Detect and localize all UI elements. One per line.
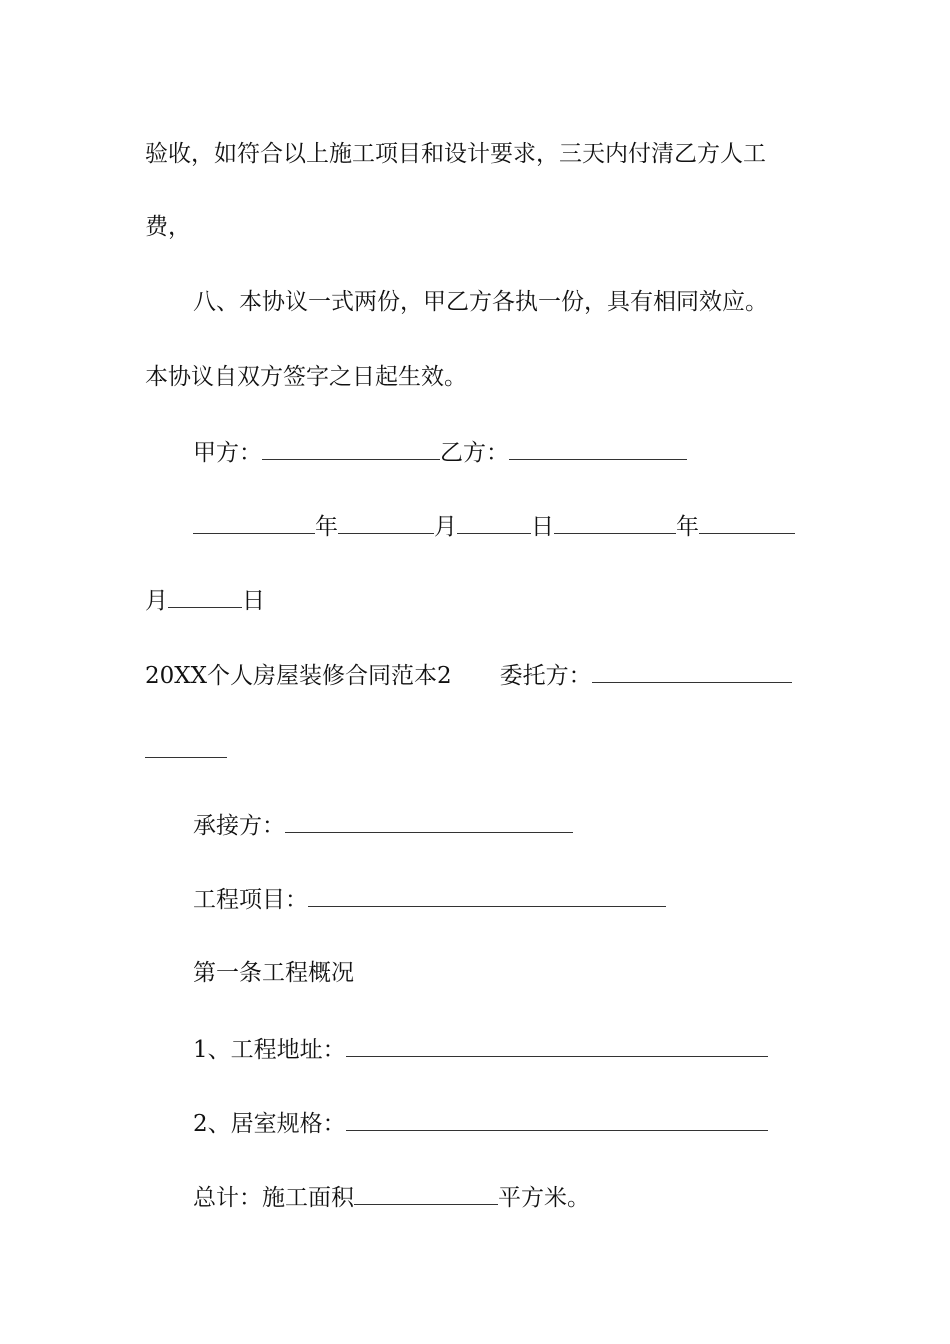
year-label: 年 bbox=[676, 514, 699, 540]
party-b-year-blank[interactable] bbox=[554, 511, 676, 534]
total-area-line bbox=[193, 1182, 590, 1213]
paragraph-fee: 费， bbox=[145, 214, 191, 240]
contract-title-line bbox=[145, 660, 792, 691]
day-label: 日 bbox=[242, 588, 265, 614]
clause-eight: 八、本协议一式两份，甲乙方各执一份，具有相同效应。 bbox=[193, 289, 768, 315]
year-label: 年 bbox=[315, 514, 338, 540]
party-b-month-blank-part[interactable] bbox=[699, 511, 795, 534]
project-blank[interactable] bbox=[308, 884, 666, 907]
effective-clause: 本协议自双方签字之日起生效。 bbox=[145, 364, 467, 390]
party-b-label: 乙方： bbox=[440, 440, 509, 466]
party-b-day-blank[interactable] bbox=[168, 585, 242, 608]
signature-dates bbox=[193, 511, 795, 542]
article-one-heading: 第一条工程概况 bbox=[193, 960, 354, 986]
month-label: 月 bbox=[145, 588, 168, 614]
address-line bbox=[193, 1034, 768, 1065]
address-label: 1、工程地址： bbox=[193, 1037, 346, 1063]
contractor-label: 承接方： bbox=[193, 813, 285, 839]
party-a-day-blank[interactable] bbox=[457, 511, 531, 534]
party-a-month-blank[interactable] bbox=[338, 511, 434, 534]
room-spec-label: 2、居室规格： bbox=[193, 1111, 346, 1137]
contract-title: 20XX个人房屋装修合同范本2 bbox=[145, 663, 452, 689]
contractor-blank[interactable] bbox=[285, 810, 573, 833]
room-spec-blank[interactable] bbox=[346, 1108, 768, 1131]
signature-parties bbox=[193, 437, 687, 468]
entrustor-blank-cont[interactable] bbox=[145, 735, 227, 758]
room-spec-line bbox=[193, 1108, 768, 1139]
month-label: 月 bbox=[434, 514, 457, 540]
address-blank[interactable] bbox=[346, 1034, 768, 1057]
entrustor-blank[interactable] bbox=[592, 660, 792, 683]
entrustor-label: 委托方： bbox=[499, 663, 592, 689]
total-area-label: 总计：施工面积 bbox=[193, 1185, 354, 1211]
party-a-year-blank[interactable] bbox=[193, 511, 315, 534]
project-line bbox=[193, 884, 666, 915]
day-label: 日 bbox=[531, 514, 554, 540]
party-b-blank[interactable] bbox=[509, 437, 687, 460]
contractor-line bbox=[193, 810, 573, 841]
paragraph-acceptance: 验收，如符合以上施工项目和设计要求，三天内付清乙方人工 bbox=[145, 141, 766, 167]
entrustor-blank-cont-line bbox=[145, 735, 227, 766]
signature-dates-cont bbox=[145, 585, 265, 616]
project-label: 工程项目： bbox=[193, 887, 308, 913]
party-a-blank[interactable] bbox=[262, 437, 440, 460]
party-a-label: 甲方： bbox=[193, 440, 262, 466]
total-area-blank[interactable] bbox=[354, 1182, 498, 1205]
square-meter-label: 平方米。 bbox=[498, 1185, 590, 1211]
